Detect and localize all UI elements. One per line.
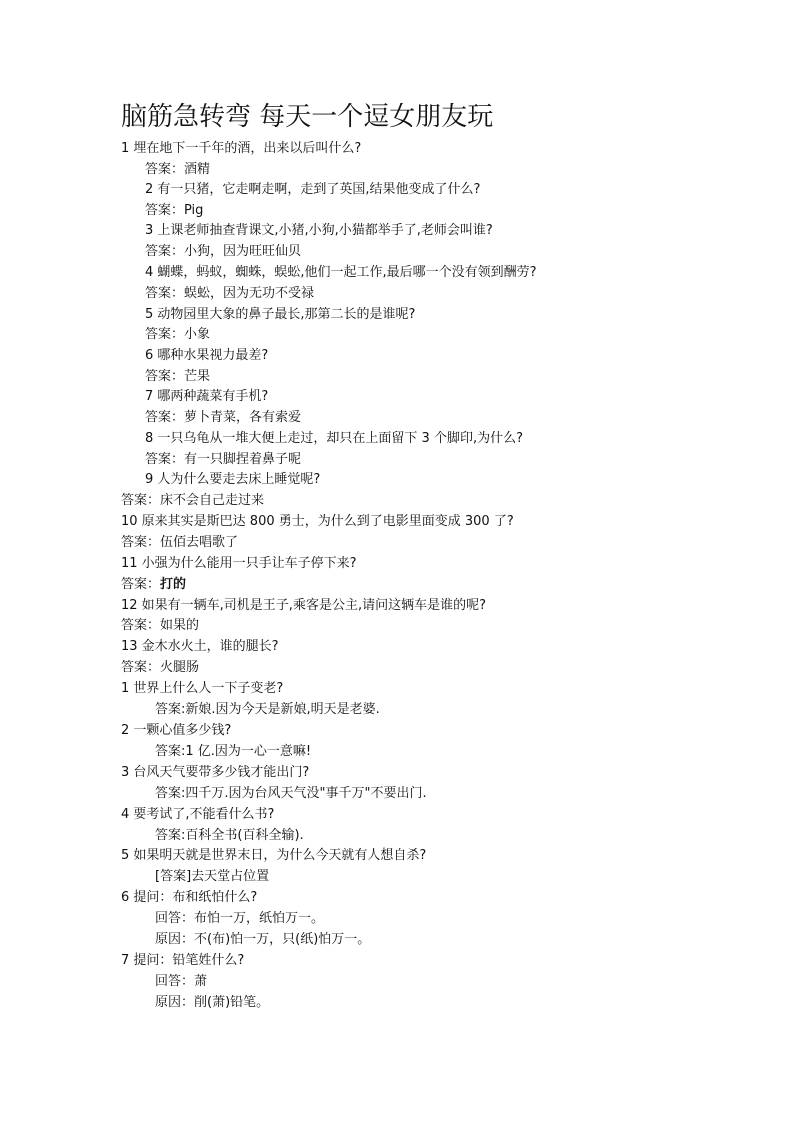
question-line: 10 原来其实是斯巴达 800 勇士，为什么到了电影里面变成 300 了? xyxy=(121,514,514,529)
answer-bold-text: 打的 xyxy=(160,577,187,592)
question-line: 6 提问：布和纸怕什么? xyxy=(121,890,258,905)
question-line: 7 提问：铅笔姓什么? xyxy=(121,953,245,968)
answer-line: 答案：有一只脚捏着鼻子呢 xyxy=(145,452,302,467)
answer-line: 答案：如果的 xyxy=(121,618,200,633)
answer-line: 答案：床不会自己走过来 xyxy=(121,493,265,508)
answer-line xyxy=(121,575,186,595)
question-line: 12 如果有一辆车,司机是王子,乘客是公主,请问这辆车是谁的呢? xyxy=(121,598,486,613)
answer-line: 答案:四千万.因为台风天气没"事千万"不要出门. xyxy=(155,786,427,801)
answer-line: 答案：小象 xyxy=(145,327,211,342)
answer-line: 答案：酒精 xyxy=(145,162,211,177)
question-line: 7 哪两种蔬菜有手机? xyxy=(145,389,269,404)
answer-line: 答案：萝卜青菜，各有索爱 xyxy=(145,410,302,425)
question-line: 3 台风天气要带多少钱才能出门? xyxy=(121,765,310,780)
question-line: 2 有一只猪，它走啊走啊，走到了英国,结果他变成了什么? xyxy=(145,182,481,197)
question-line: 2 一颗心值多少钱? xyxy=(121,723,232,738)
question-line: 8 一只乌龟从一堆大便上走过，却只在上面留下 3 个脚印,为什么? xyxy=(145,431,523,446)
question-line: 4 蝴蝶，蚂蚁，蜘蛛，蜈蚣,他们一起工作,最后哪一个没有领到酬劳? xyxy=(145,265,537,280)
answer-line: 答案:百科全书(百科全输). xyxy=(155,828,304,843)
answer-line: 答案：小狗，因为旺旺仙贝 xyxy=(145,244,302,259)
question-line: 6 哪种水果视力最差? xyxy=(145,348,269,363)
question-line: 1 埋在地下一千年的酒，出来以后叫什么? xyxy=(121,141,362,156)
answer-line: 答案：火腿肠 xyxy=(121,660,200,675)
reason-line: 原因：不(布)怕一万，只(纸)怕万一。 xyxy=(155,932,371,947)
answer-line: 答案:新娘.因为今天是新娘,明天是老婆. xyxy=(155,702,380,717)
answer-line: 答案：Pig xyxy=(145,203,204,218)
answer-line: 答案：芒果 xyxy=(145,369,211,384)
question-line: 5 动物园里大象的鼻子最长,那第二长的是谁呢? xyxy=(145,307,416,322)
reason-line: 原因：削(萧)铅笔。 xyxy=(155,995,270,1010)
question-line: 1 世界上什么人一下子变老? xyxy=(121,681,284,696)
answer-line: 答案:1 亿.因为一心一意嘛! xyxy=(155,744,312,759)
question-line: 13 金木水火土，谁的腿长? xyxy=(121,639,279,654)
document-title: 脑筋急转弯 每天一个逗女朋友玩 xyxy=(121,102,494,132)
answer-line: 回答：布怕一万，纸怕万一。 xyxy=(155,911,325,926)
answer-line: 答案：伍佰去唱歌了 xyxy=(121,535,239,550)
answer-line: [答案]去天堂占位置 xyxy=(155,869,270,884)
question-line: 4 要考试了,不能看什么书? xyxy=(121,807,275,822)
answer-label: 答案： xyxy=(121,577,161,592)
answer-line: 答案：蜈蚣，因为无功不受禄 xyxy=(145,286,315,301)
question-line: 9 人为什么要走去床上睡觉呢? xyxy=(145,472,321,487)
question-line: 5 如果明天就是世界末日，为什么今天就有人想自杀? xyxy=(121,848,427,863)
question-line: 11 小强为什么能用一只手让车子停下来? xyxy=(121,556,357,571)
answer-line: 回答：萧 xyxy=(155,974,208,989)
question-line: 3 上课老师抽查背课文,小猪,小狗,小猫都举手了,老师会叫谁? xyxy=(145,223,493,238)
